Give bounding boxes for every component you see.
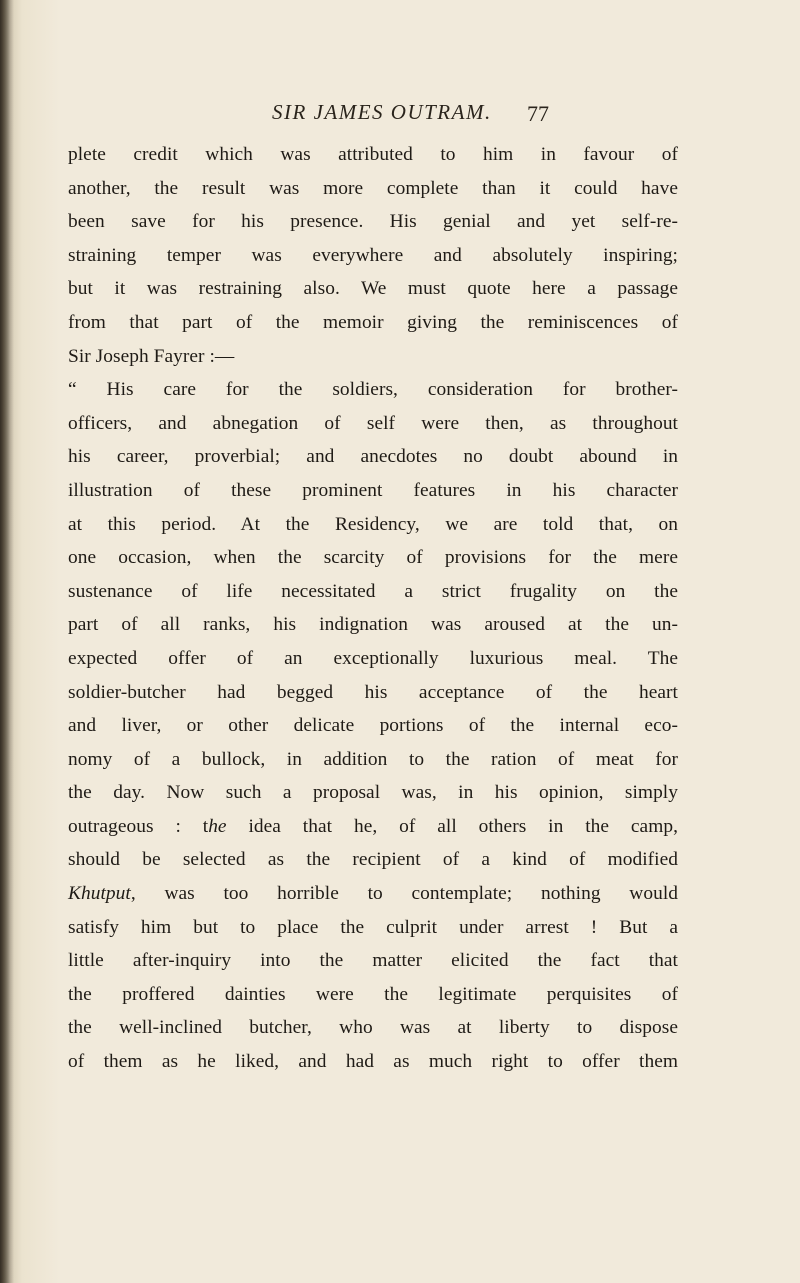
text-line: from that part of the memoir giving the reminiscences of — [68, 311, 678, 333]
page-number: 77 — [527, 101, 549, 126]
text-line: satisfy him but to place the culprit under arrest ! But a — [68, 916, 678, 938]
text-line: the proffered dainties were the legitimate perquisites of — [68, 983, 678, 1005]
text-line: officers, and abnegation of self were then, as throughout — [68, 412, 678, 434]
running-title: SIR JAMES OUTRAM. — [272, 100, 492, 124]
text-line: another, the result was more complete than it could have — [68, 177, 678, 199]
text-line: of them as he liked, and had as much right to offer them — [68, 1051, 678, 1073]
text-line: should be selected as the recipient of a kind of modified — [68, 849, 678, 871]
text-line: Khutput, was too horrible to contemplate; nothing would — [68, 883, 678, 905]
text-line: soldier-butcher had begged his acceptance of the heart — [68, 681, 678, 703]
body-text — [68, 138, 678, 1079]
text-line: the well-inclined butcher, who was at liberty to dispose — [68, 1017, 678, 1039]
running-head — [0, 100, 800, 130]
text-line: his career, proverbial; and anecdotes no doubt abound in — [68, 446, 678, 468]
text-line: been save for his presence. His genial and yet self-re- — [68, 211, 678, 233]
emphasized-word: Khutput — [68, 883, 131, 905]
text-line: “ His care for the soldiers, consideration for brother- — [68, 379, 678, 401]
text-line: part of all ranks, his indignation was aroused at the un- — [68, 614, 678, 636]
text-line: and liver, or other delicate portions of the internal eco- — [68, 715, 678, 737]
text-line: but it was restraining also. We must quote here a passage — [68, 278, 678, 300]
emphasized-word: he — [208, 815, 227, 837]
page-gutter-shadow — [0, 0, 14, 1283]
text-line: expected offer of an exceptionally luxurious meal. The — [68, 647, 678, 669]
text-line: illustration of these prominent features in his character — [68, 479, 678, 501]
text-line: plete credit which was attributed to him in favour of — [68, 144, 678, 165]
text-line: at this period. At the Residency, we are told that, on — [68, 513, 678, 535]
text-line: Sir Joseph Fayrer :— — [68, 345, 235, 367]
text-line: nomy of a bullock, in addition to the ration of meat for — [68, 748, 678, 770]
text-line: one occasion, when the scarcity of provisions for the mere — [68, 547, 678, 569]
text-line: straining temper was everywhere and absolutely inspiring; — [68, 244, 678, 266]
text-line: the day. Now such a proposal was, in his opinion, simply — [68, 782, 678, 804]
text-line: little after-inquiry into the matter elicited the fact that — [68, 950, 678, 972]
text-line: outrageous : the idea that he, of all others in the camp, — [68, 815, 678, 837]
text-line: sustenance of life necessitated a strict frugality on the — [68, 580, 678, 602]
